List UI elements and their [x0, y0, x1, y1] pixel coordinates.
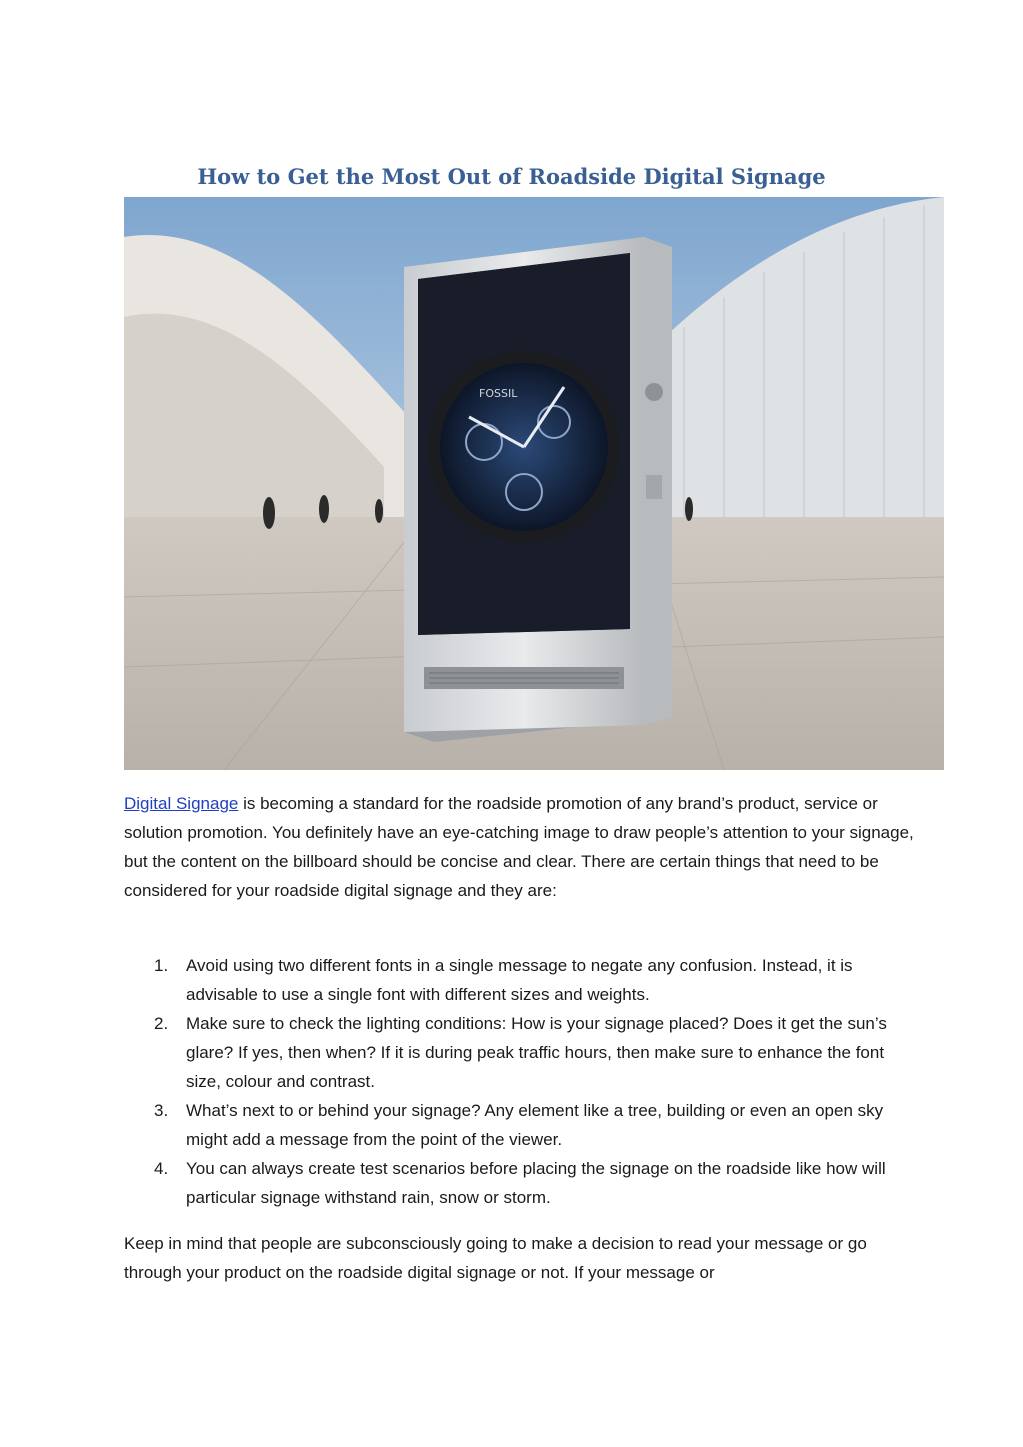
signage-photo [124, 197, 944, 770]
hero-image [124, 197, 944, 770]
tips-list [124, 951, 914, 1212]
list-item-number: 3. [154, 1101, 169, 1120]
list-item [124, 951, 914, 1009]
page-title: How to Get the Most Out of Roadside Digital Signage [197, 164, 826, 189]
watch-brand-text: FOSSIL [479, 387, 518, 400]
list-item-text: Make sure to check the lighting conditions: How is your signage placed? Does it get the sun’s glare? If yes, then when? If it is during peak traffic hours, then make sure to enhance the font size, colour and contrast. [186, 1014, 887, 1091]
list-item-number: 4. [154, 1159, 169, 1178]
list-item [124, 1096, 914, 1154]
intro-text: is becoming a standard for the roadside promotion of any brand’s product, service or solution promotion. You definitely have an eye-catching image to draw people’s attention to your signage, but the content on the billboard should be concise and clear. There are certain things that need to be considered for your roadside digital signage and they are: [124, 794, 914, 900]
outro-paragraph: Keep in mind that people are subconsciously going to make a decision to read your message or go through your product on the roadside digital signage or not. If your message or [124, 1234, 867, 1282]
list-item-text: What’s next to or behind your signage? Any element like a tree, building or even an open sky might add a message from the point of the viewer. [186, 1101, 884, 1149]
intro-paragraph [124, 789, 914, 905]
list-item-text: Avoid using two different fonts in a single message to negate any confusion. Instead, it is advisable to use a single font with different sizes and weights. [186, 956, 853, 1004]
list-item-text: You can always create test scenarios before placing the signage on the roadside like how will particular signage withstand rain, snow or storm. [186, 1159, 886, 1207]
list-item-number: 2. [154, 1014, 169, 1033]
list-item [124, 1154, 914, 1212]
digital-signage-link[interactable]: Digital Signage [124, 794, 239, 813]
list-item-number: 1. [154, 956, 169, 975]
list-item [124, 1009, 914, 1096]
